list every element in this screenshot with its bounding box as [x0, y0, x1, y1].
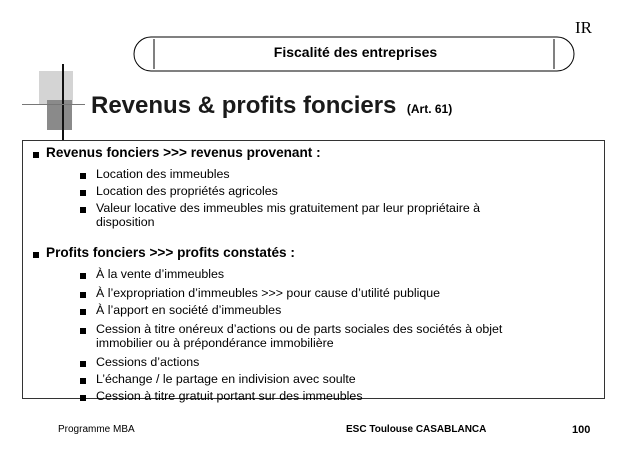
item-bullet-icon	[80, 292, 86, 298]
list-item: À l’expropriation d’immeubles >>> pour cause d’utilité publique	[96, 286, 441, 300]
title-banner	[133, 36, 578, 72]
section-title: Revenus fonciers >>> revenus provenant :	[46, 145, 321, 160]
item-bullet-icon	[80, 207, 86, 213]
section-bullet-icon	[33, 152, 39, 158]
item-bullet-icon	[80, 361, 86, 367]
list-item: Cession à titre gratuit portant sur des immeubles	[96, 389, 363, 403]
footer-program: Programme MBA	[58, 424, 135, 435]
list-item: À la vente d’immeubles	[96, 267, 225, 281]
corner-tag: IR	[575, 18, 592, 37]
list-item: Location des immeubles	[96, 167, 230, 181]
item-bullet-icon	[80, 309, 86, 315]
item-bullet-icon	[80, 190, 86, 196]
item-bullet-icon	[80, 378, 86, 384]
list-item: Cessions d’actions	[96, 355, 200, 369]
section-bullet-icon	[33, 252, 39, 258]
section-title: Profits fonciers >>> profits constatés :	[46, 245, 295, 260]
item-bullet-icon	[80, 173, 86, 179]
page-number: 100	[572, 424, 591, 436]
item-bullet-icon	[80, 395, 86, 401]
list-item: Location des propriétés agricoles	[96, 184, 278, 198]
list-item-continuation: disposition	[96, 215, 155, 229]
slide-heading	[91, 92, 452, 120]
item-bullet-icon	[80, 273, 86, 279]
item-bullet-icon	[80, 328, 86, 334]
article-reference: (Art. 61)	[406, 102, 453, 116]
list-item: L’échange / le partage en indivision avec soulte	[96, 372, 356, 386]
list-item-continuation: immobilier ou à prépondérance immobilière	[96, 336, 334, 350]
banner-title: Fiscalité des entreprises	[273, 44, 438, 60]
list-item: À l’apport en société d’immeubles	[96, 303, 282, 317]
list-item: Cession à titre onéreux d’actions ou de parts sociales des sociétés à objet	[96, 322, 503, 336]
slide-title: Revenus & profits fonciers	[91, 92, 397, 119]
list-item: Valeur locative des immeubles mis gratuitement par leur propriétaire à	[96, 201, 481, 215]
footer-school: ESC Toulouse CASABLANCA	[346, 424, 487, 435]
decorative-vertical-line	[62, 64, 64, 140]
decorative-horizontal-line	[22, 104, 85, 105]
